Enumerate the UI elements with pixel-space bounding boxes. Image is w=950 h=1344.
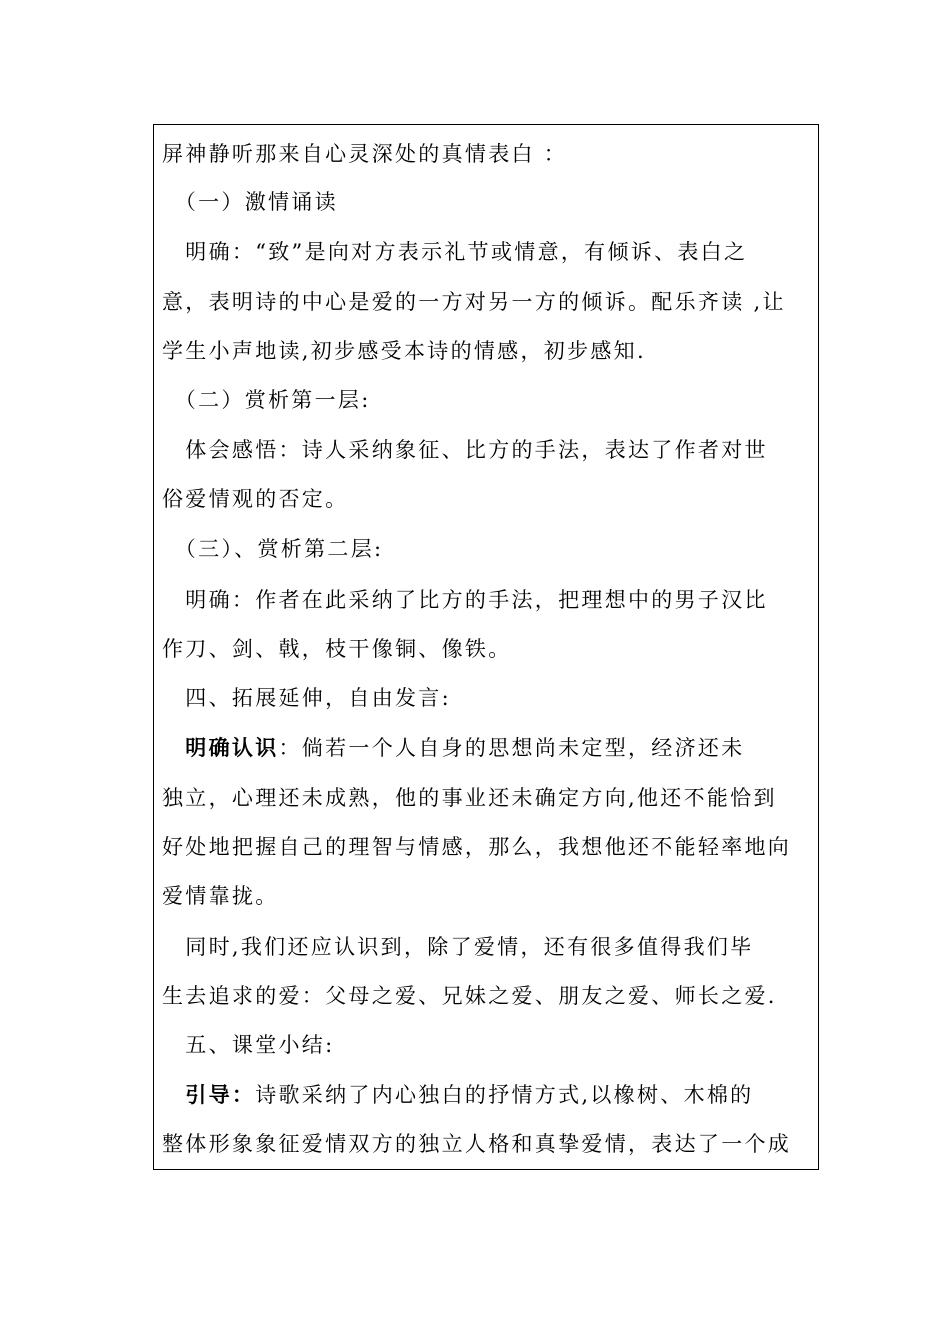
text-segment: 同时,我们还应认识到，除了爱情，还有很多值得我们毕 [162,935,754,959]
section-heading [162,534,383,564]
text-line [162,932,753,962]
text-line [162,1080,753,1110]
text-segment: 俗爱情观的否定。 [162,487,349,511]
text-line [162,139,567,169]
text-segment: 体会感悟：诗人采纳象征、比方的手法，表达了作者对世 [162,438,768,462]
text-line [162,783,777,813]
bold-label: 明确认识 [162,735,279,760]
text-line [162,832,791,862]
text-segment: 四、拓展延伸，自由发言: [162,686,451,710]
bold-label: 引导： [162,1082,256,1107]
text-segment: 意，表明诗的中心是爱的一方对另一方的倾诉。配乐齐读 ,让 [162,290,786,314]
text-segment: 明确：作者在此采纳了比方的手法，把理想中的男子汉比 [162,588,768,612]
text-segment: 爱情靠拢。 [162,884,279,908]
text-segment: 独立，心理还未成熟，他的事业还未确定方向,他还不能恰到 [162,786,777,810]
text-segment: （二）赏析第一层: [162,388,371,412]
text-line [162,634,512,664]
text-segment: 作刀、剑、戟，枝干像铜、像铁。 [162,637,512,661]
text-line [162,733,745,763]
section-heading [162,1030,334,1060]
text-line [162,881,279,911]
text-segment: 屏神静听那来自心灵深处的真情表白 ： [162,142,568,166]
text-segment: 五、课堂小结: [162,1033,335,1057]
text-line [162,1129,791,1159]
text-line [162,981,777,1011]
section-heading [162,683,451,713]
text-line [162,287,786,317]
text-line [162,484,348,514]
text-segment: （一）激情诵读 [162,190,338,214]
text-segment: 好处地把握自己的理智与情感，那么，我想他还不能轻率地向 [162,835,792,859]
text-segment: （三）、赏析第二层: [162,537,384,561]
section-heading [162,385,371,415]
text-segment: ：倘若一个人自身的思想尚未定型，经济还未 [278,736,745,760]
text-segment: 明确：“致”是向对方表示礼节或情意，有倾诉、表白之 [162,240,748,264]
text-line [162,585,768,615]
text-segment: 诗歌采纳了内心独白的抒情方式,以橡树、木棉的 [255,1083,754,1107]
text-line [162,336,646,366]
text-segment: 生去追求的爱：父母之爱、兄妹之爱、朋友之爱、师长之爱. [162,984,777,1008]
text-segment: 整体形象象征爱情双方的独立人格和真挚爱情，表达了一个成 [162,1132,792,1156]
text-line [162,237,747,267]
text-segment: 学生小声地读,初步感受本诗的情感，初步感知. [162,339,646,363]
section-heading [162,187,338,217]
text-line [162,435,768,465]
